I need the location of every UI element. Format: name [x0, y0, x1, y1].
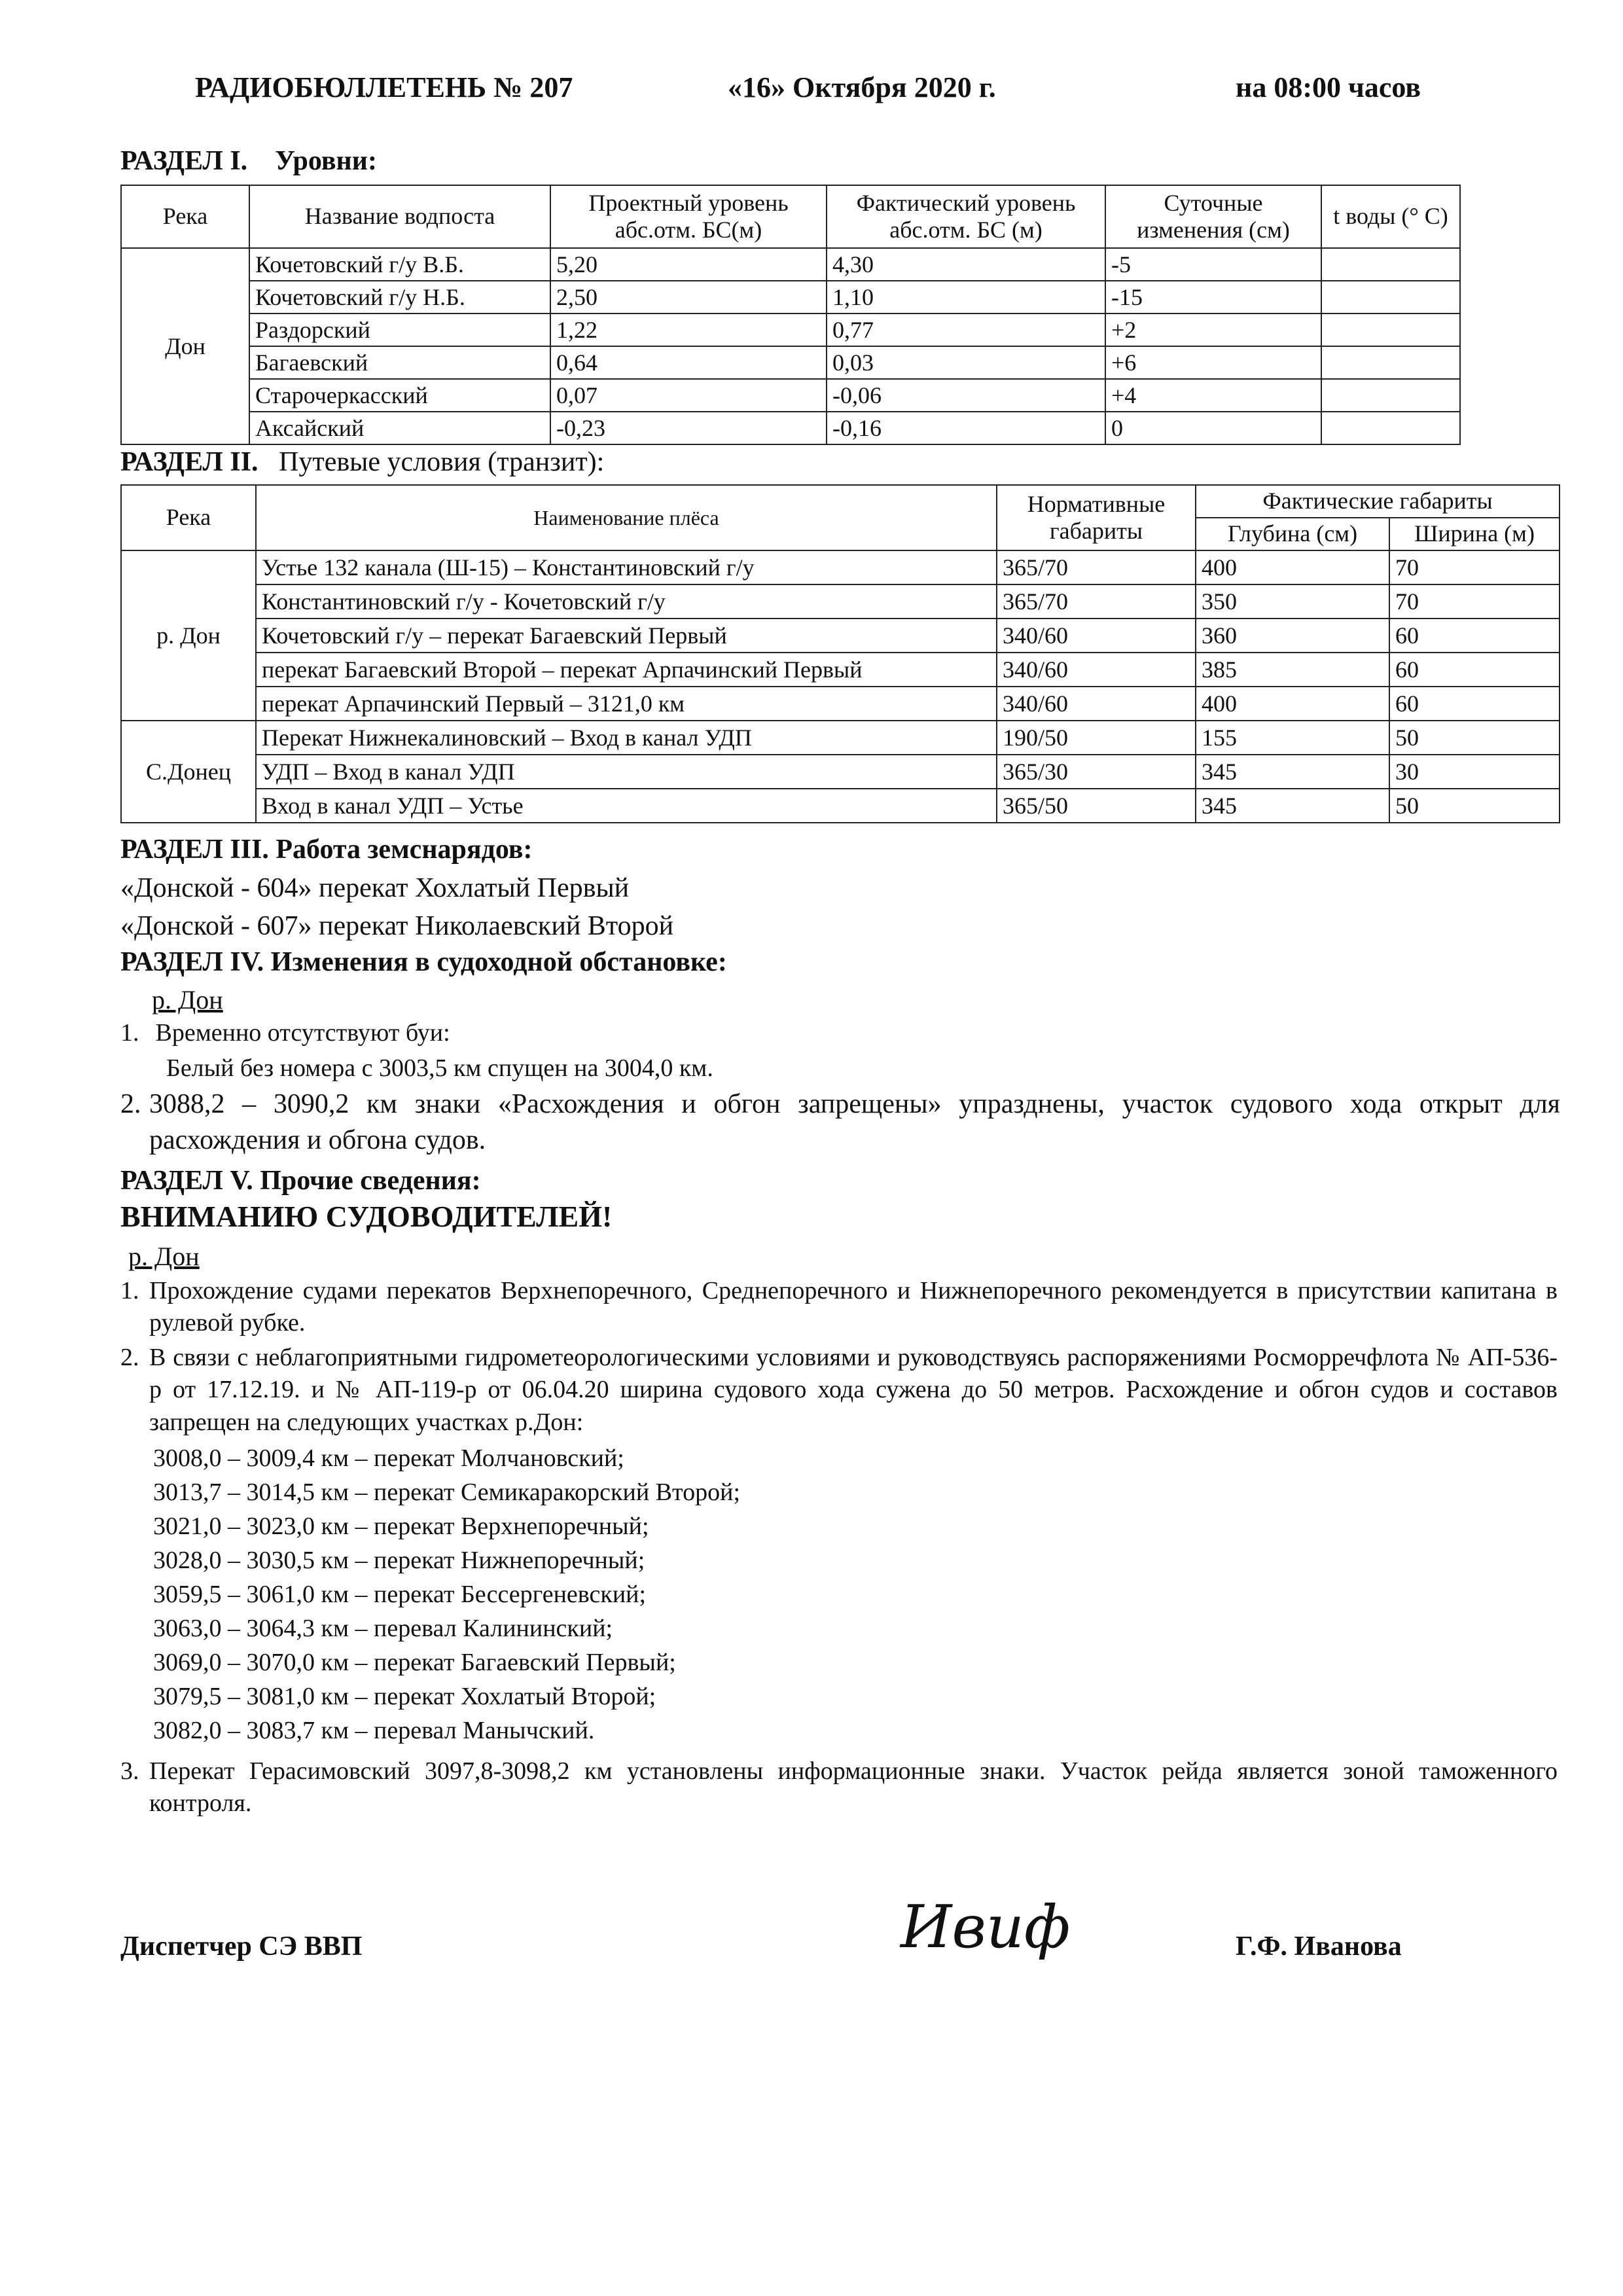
norm-dims: 190/50 [997, 721, 1196, 755]
actual-level: 0,77 [827, 314, 1105, 346]
table-row [121, 412, 1460, 444]
post-name: Старочеркасский [249, 379, 550, 412]
reach-name: Перекат Нижнекалиновский – Вход в канал УДП [256, 721, 997, 755]
item-text: 3088,2 – 3090,2 км знаки «Расхождения и обгон запрещены» упразднены, участок судового хода открыт для расхождения и обгона судов. [149, 1089, 1560, 1155]
reach-name: Кочетовский г/у – перекат Багаевский Первый [256, 619, 997, 653]
list-item: 3059,5 – 3061,0 км – перекат Бессергеневский; [153, 1581, 647, 1608]
depth: 400 [1196, 687, 1389, 721]
norm-dims: 365/30 [997, 755, 1196, 789]
norm-dims: 365/70 [997, 584, 1196, 619]
levels-table [120, 185, 1461, 445]
levels-header-row [121, 185, 1460, 248]
table-row [121, 584, 1560, 619]
norm-dims: 365/70 [997, 550, 1196, 584]
actual-level: -0,16 [827, 412, 1105, 444]
depth: 385 [1196, 653, 1389, 687]
section4-river: р. Дон [152, 985, 223, 1014]
actual-level: 1,10 [827, 281, 1105, 314]
list-item: 3063,0 – 3064,3 км – перевал Калининский; [153, 1615, 613, 1642]
post-name: Раздорский [249, 314, 550, 346]
col-river: Река [121, 185, 249, 248]
table-row [121, 346, 1460, 379]
post-name: Кочетовский г/у В.Б. [249, 248, 550, 281]
table-row [121, 550, 1560, 584]
width: 70 [1389, 584, 1560, 619]
project-level: 1,22 [550, 314, 827, 346]
width: 60 [1389, 687, 1560, 721]
depth: 155 [1196, 721, 1389, 755]
transit-header-row-1 [121, 485, 1560, 518]
water-temp [1321, 379, 1460, 412]
list-item: 3008,0 – 3009,4 км – перекат Молчановский; [153, 1444, 624, 1472]
section5-item-1 [120, 1275, 1558, 1340]
reach-name: перекат Багаевский Второй – перекат Арпачинский Первый [256, 653, 997, 687]
water-temp [1321, 281, 1460, 314]
width: 60 [1389, 653, 1560, 687]
depth: 400 [1196, 550, 1389, 584]
section5-item-2 [120, 1342, 1558, 1439]
table-row [121, 379, 1460, 412]
project-level: 0,07 [550, 379, 827, 412]
actual-level: 4,30 [827, 248, 1105, 281]
daily-change: 0 [1105, 412, 1321, 444]
daily-change: -5 [1105, 248, 1321, 281]
bulletin-title: РАДИОБЮЛЛЕТЕНЬ № 207 [195, 71, 573, 103]
post-name: Багаевский [249, 346, 550, 379]
section5-item-3 [120, 1755, 1558, 1820]
depth: 360 [1196, 619, 1389, 653]
width: 60 [1389, 619, 1560, 653]
col-daily-change: Суточные изменения (см) [1105, 185, 1321, 248]
attention-heading: ВНИМАНИЮ СУДОВОДИТЕЛЕЙ! [120, 1200, 613, 1233]
project-level: 5,20 [550, 248, 827, 281]
width: 50 [1389, 721, 1560, 755]
list-item: 3079,5 – 3081,0 км – перекат Хохлатый Второй; [153, 1683, 656, 1710]
water-temp [1321, 412, 1460, 444]
item-number: 2. [120, 1089, 141, 1119]
project-level: 2,50 [550, 281, 827, 314]
daily-change: +6 [1105, 346, 1321, 379]
dredger-line-2: «Донской - 607» перекат Николаевский Второй [120, 911, 674, 941]
table-row [121, 248, 1460, 281]
item-text: В связи с неблагоприятными гидрометеорологическими условиями и руководствуясь распоряжениями Росморречфлота № АП-536-р от 17.12.19. и № АП-119-р от 06.04.20 ширина судового хода сужена до 50 метров. Расхождение и обгон судов и составов запрещен на следующих участках р.Дон: [149, 1344, 1558, 1436]
col-river: Река [121, 485, 256, 550]
actual-level: -0,06 [827, 379, 1105, 412]
bulletin-time: на 08:00 часов [1236, 71, 1421, 103]
list-item: 3082,0 – 3083,7 км – перевал Манычский. [153, 1717, 595, 1744]
col-actual: Фактические габариты [1196, 485, 1560, 518]
reach-name: Константиновский г/у - Кочетовский г/у [256, 584, 997, 619]
section3-title: РАЗДЕЛ III. Работа земснарядов: [120, 834, 533, 865]
item-text: Временно отсутствуют буи: [155, 1019, 450, 1047]
col-water-temp: t воды (° С) [1321, 185, 1460, 248]
table-row [121, 687, 1560, 721]
dispatcher-position: Диспетчер СЭ ВВП [120, 1931, 363, 1962]
col-post-name: Название водпоста [249, 185, 550, 248]
table-row [121, 789, 1560, 823]
daily-change: +2 [1105, 314, 1321, 346]
section2-heading [120, 446, 604, 478]
item-number: 1. [120, 1277, 139, 1304]
project-level: -0,23 [550, 412, 827, 444]
river-cell: р. Дон [121, 550, 256, 721]
table-row [121, 755, 1560, 789]
width: 50 [1389, 789, 1560, 823]
water-temp [1321, 248, 1460, 281]
signature: Ивиф [901, 1893, 1071, 1962]
width: 30 [1389, 755, 1560, 789]
dredger-line-1: «Донской - 604» перекат Хохлатый Первый [120, 873, 630, 903]
section5-title: РАЗДЕЛ V. Прочие сведения: [120, 1166, 481, 1196]
depth: 345 [1196, 755, 1389, 789]
list-item: 3069,0 – 3070,0 км – перекат Багаевский Первый; [153, 1649, 676, 1676]
col-normative: Нормативные габариты [997, 485, 1196, 550]
section1-heading [120, 145, 377, 177]
daily-change: +4 [1105, 379, 1321, 412]
restricted-sections-list [153, 1441, 740, 1748]
section4-title: РАЗДЕЛ IV. Изменения в судоходной обстановке: [120, 947, 727, 977]
transit-table [120, 484, 1560, 823]
section1-title: РАЗДЕЛ I. [120, 146, 248, 176]
norm-dims: 365/50 [997, 789, 1196, 823]
table-row [121, 619, 1560, 653]
list-item: 3028,0 – 3030,5 км – перекат Нижнепоречный; [153, 1547, 645, 1574]
bulletin-date: «16» Октября 2020 г. [728, 71, 996, 103]
section4-item-2 [120, 1086, 1560, 1158]
item-text: Прохождение судами перекатов Верхнепоречного, Среднепоречного и Нижнепоречного рекомендуется в присутствии капитана в рулевой рубке. [149, 1277, 1558, 1337]
reach-name: Устье 132 канала (Ш-15) – Константиновский г/у [256, 550, 997, 584]
norm-dims: 340/60 [997, 687, 1196, 721]
table-row [121, 721, 1560, 755]
norm-dims: 340/60 [997, 619, 1196, 653]
table-row [121, 314, 1460, 346]
water-temp [1321, 346, 1460, 379]
dispatcher-name: Г.Ф. Иванова [1236, 1931, 1402, 1962]
reach-name: Вход в канал УДП – Устье [256, 789, 997, 823]
section2-title: РАЗДЕЛ II. [120, 447, 259, 477]
reach-name: УДП – Вход в канал УДП [256, 755, 997, 789]
table-row [121, 281, 1460, 314]
section1-subtitle: Уровни: [275, 146, 377, 176]
section5-river: р. Дон [128, 1242, 200, 1271]
item-number: 2. [120, 1344, 139, 1371]
post-name: Аксайский [249, 412, 550, 444]
depth: 350 [1196, 584, 1389, 619]
col-project-level: Проектный уровень абс.отм. БС(м) [550, 185, 827, 248]
project-level: 0,64 [550, 346, 827, 379]
width: 70 [1389, 550, 1560, 584]
daily-change: -15 [1105, 281, 1321, 314]
river-cell: Дон [121, 248, 249, 444]
water-temp [1321, 314, 1460, 346]
actual-level: 0,03 [827, 346, 1105, 379]
table-row [121, 653, 1560, 687]
reach-name: перекат Арпачинский Первый – 3121,0 км [256, 687, 997, 721]
col-width: Ширина (м) [1389, 518, 1560, 550]
norm-dims: 340/60 [997, 653, 1196, 687]
section4-item-1-detail: Белый без номера с 3003,5 км спущен на 3004,0 км. [166, 1054, 713, 1082]
item-number: 1. [120, 1019, 139, 1047]
section4-item-1 [120, 1018, 450, 1047]
depth: 345 [1196, 789, 1389, 823]
col-reach: Наименование плёса [256, 485, 997, 550]
item-number: 3. [120, 1757, 139, 1785]
river-cell: С.Донец [121, 721, 256, 823]
item-text: Перекат Герасимовский 3097,8-3098,2 км установлены информационные знаки. Участок рейда является зоной таможенного контроля. [149, 1757, 1558, 1818]
col-actual-level: Фактический уровень абс.отм. БС (м) [827, 185, 1105, 248]
list-item: 3013,7 – 3014,5 км – перекат Семикаракорский Второй; [153, 1479, 741, 1506]
section2-subtitle: Путевые условия (транзит): [279, 447, 605, 477]
post-name: Кочетовский г/у Н.Б. [249, 281, 550, 314]
list-item: 3021,0 – 3023,0 км – перекат Верхнепоречный; [153, 1513, 649, 1540]
col-depth: Глубина (см) [1196, 518, 1389, 550]
